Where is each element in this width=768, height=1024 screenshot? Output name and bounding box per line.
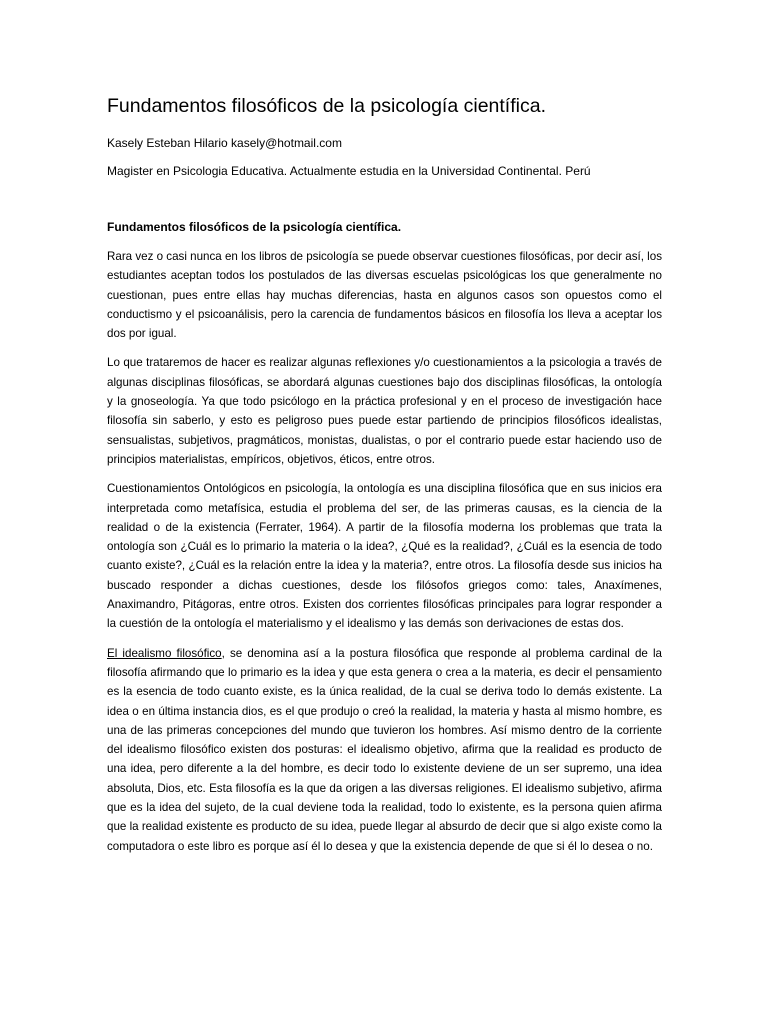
idealismo-term: El idealismo filosófico [107,646,222,660]
affiliation-line: Magister en Psicologia Educativa. Actualmente estudia en la Universidad Continental. Perú [107,164,591,178]
author-line: Kasely Esteban Hilario kasely@hotmail.com [107,136,342,150]
paragraph-4 [107,644,662,856]
paragraph-2: Lo que trataremos de hacer es realizar algunas reflexiones y/o cuestionamientos a la psicologia a través de algunas disciplinas filosóficas, se abordará algunas cuestiones bajo dos disciplinas filosóficas, la ontología y la gnoseología. Ya que todo psicólogo en la práctica profesional y en el proceso de investigación hace filosofía sin saberlo, y esto es peligroso pues puede estar partiendo de principios filosóficos idealistas, sensualistas, subjetivos, pragmáticos, monistas, dualistas, o por el contrario puede estar haciendo uso de principios materialistas, empíricos, objetivos, éticos, entre otros. [107,356,662,466]
document-title: Fundamentos filosóficos de la psicología científica. [107,95,546,117]
paragraph-1: Rara vez o casi nunca en los libros de psicología se puede observar cuestiones filosóficas, por decir así, los estudiantes aceptan todos los postulados de las diversas escuelas psicológicas los que generalmente no cuestionan, pues entre ellas hay muchas diferencias, hasta en algunos casos son opuestos como el conductismo y el psicoanálisis, pero la carencia de fundamentos básicos en filosofía los lleva a aceptar los dos por igual. [107,250,662,341]
section-heading: Fundamentos filosóficos de la psicología científica. [107,220,402,234]
document-page [107,0,662,1024]
body-text [107,247,662,856]
paragraph-3: Cuestionamientos Ontológicos en psicología, la ontología es una disciplina filosófica que en sus inicios era interpretada como metafísica, estudia el problema del ser, de las primeras causas, es la ciencia de la realidad o de la existencia (Ferrater, 1964). A partir de la filosofía moderna los problemas que trata la ontología son ¿Cuál es lo primario la materia o la idea?, ¿Qué es la realidad?, ¿Cuál es la esencia de todo cuanto existe?, ¿Cuál es la relación entre la idea y la materia?, entre otros. La filosofía desde sus inicios ha buscado responder a dichas cuestiones, desde los filósofos griegos como: tales, Anaxímenes, Anaximandro, Pitágoras, entre otros. Existen dos corrientes filosóficas principales para lograr responder a la cuestión de la ontología el materialismo y el idealismo y las demás son derivaciones de estas dos. [107,482,662,631]
paragraph-4-text: , se denomina así a la postura filosófica que responde al problema cardinal de la filosofía afirmando que lo primario es la idea y que esta genera o crea a la materia, es decir el pensamiento es la esencia de todo cuanto existe, es la única realidad, de la cual se deriva todo lo demás existente. La idea o en última instancia dios, es el que produjo o creó la realidad, la materia y hasta al mismo hombre, es una de las primeras concepciones del mundo que tuvieron los hombres. Así mismo dentro de la corriente del idealismo filosófico existen dos posturas: el idealismo objetivo, afirma que la realidad es producto de una idea, pero diferente a la del hombre, es decir todo lo existente deviene de un ser supremo, una idea absoluta, Dios, etc. Esta filosofía es la que da origen a las diversas religiones. El idealismo subjetivo, afirma que es la idea del sujeto, de la cual deviene toda la realidad, todo lo existente, es la persona quien afirma que la realidad existente es producto de su idea, puede llegar al absurdo de decir que si algo existe como la computadora o este libro es porque así él lo desea y que la existencia depende de que si él lo desea o no. [107,646,662,853]
